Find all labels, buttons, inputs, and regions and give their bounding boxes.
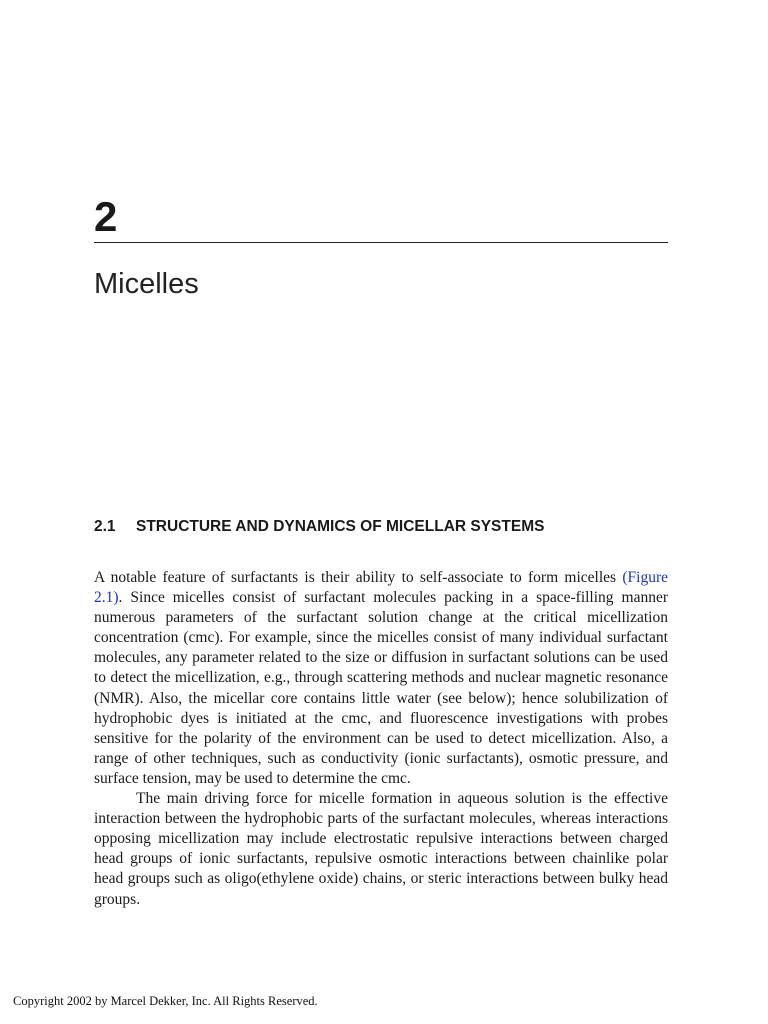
copyright-notice: Copyright 2002 by Marcel Dekker, Inc. All Rights Reserved. — [13, 994, 318, 1008]
section-number: 2.1 — [94, 518, 116, 535]
chapter-title: Micelles — [94, 268, 199, 300]
chapter-divider — [94, 242, 668, 243]
paragraph-1-text-end: . Since micelles consist of surfactant molecules packing in a space-filling manner numerous parameters of the surfactant solution change at the critical micellization concentration (cmc). For example, since the micelles consist of many individual surfactant molecules, any parameter related to the size or diffusion in surfactant solutions can be used to detect the micellization, e.g., through scattering methods and nuclear magnetic resonance (NMR). Also, the micellar core contains little water (see below); hence solubilization of hydrophobic dyes is initiated at the cmc, and fluorescence investigations with probes sensitive for the polarity of the environment can be used to detect micellization. Also, a range of other techniques, such as conductivity (ionic surfactants), osmotic pressure, and surface tension, may be used to determine the cmc. — [94, 589, 668, 787]
paragraph-2: The main driving force for micelle formation in aqueous solution is the effective interaction between the hydrophobic parts of the surfactant molecules, whereas interactions opposing micellization may include electrostatic repulsive interactions between charged head groups of ionic surfactants, repulsive osmotic interactions between chainlike polar head groups such as oligo(ethylene oxide) chains, or steric interactions between bulky head groups. — [94, 790, 668, 908]
chapter-number: 2 — [94, 193, 118, 240]
body-text — [94, 568, 668, 910]
section-title: STRUCTURE AND DYNAMICS OF MICELLAR SYSTEMS — [136, 518, 545, 535]
paragraph-1-text-start: A notable feature of surfactants is their ability to self-associate to form micelles — [94, 569, 623, 586]
section-heading — [94, 516, 668, 537]
figure-reference-link[interactable]: (Figure 2.1) — [94, 569, 668, 607]
paragraph-1 — [94, 568, 668, 789]
